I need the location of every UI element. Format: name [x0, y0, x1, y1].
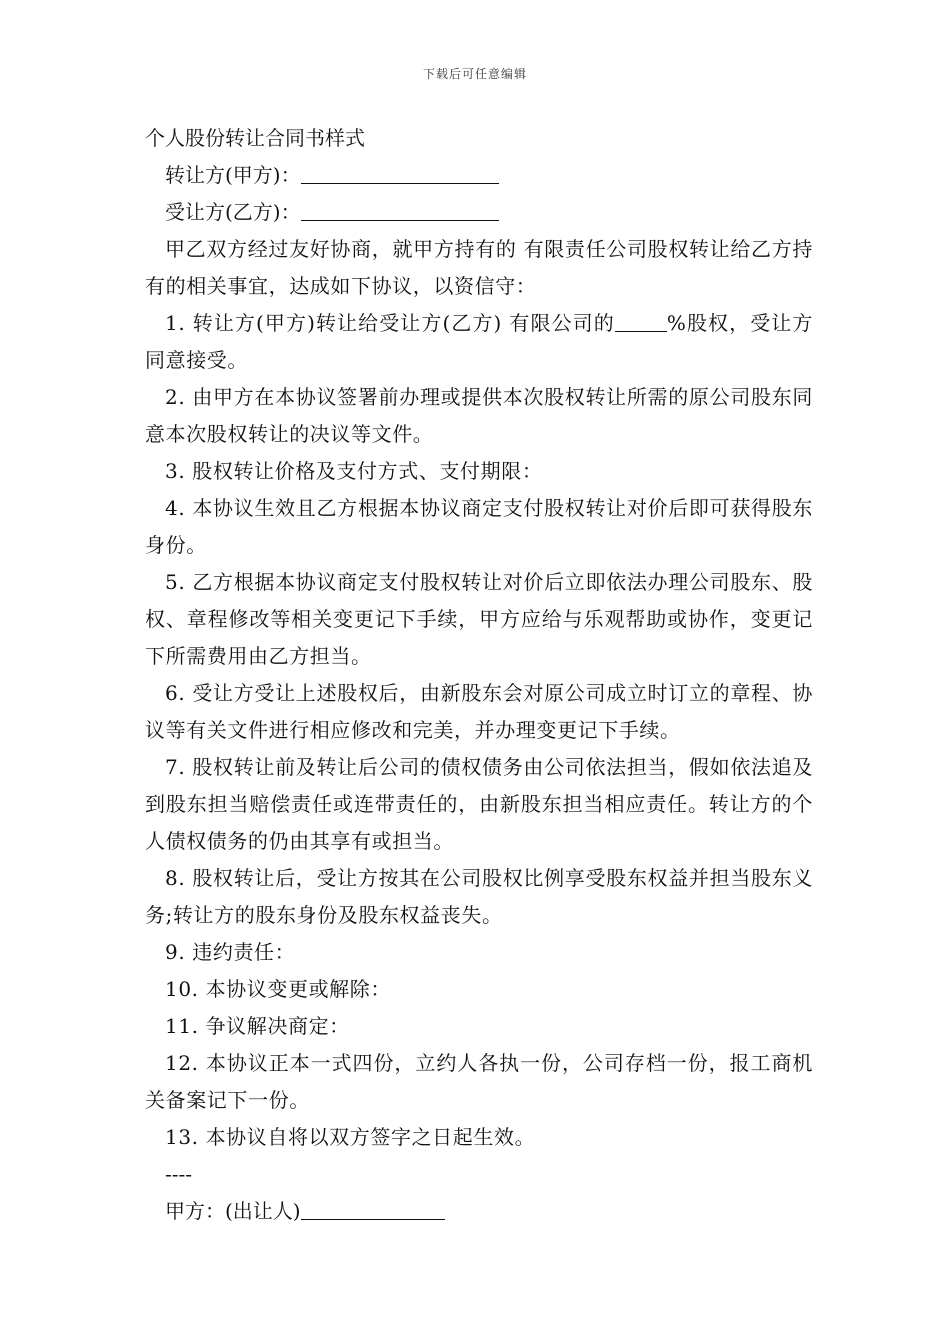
clause-7: 7. 股权转让前及转让后公司的债权债务由公司依法担当，假如依法追及到股东担当赔偿责任或连带责任的，由新股东担当相应责任。转让方的个人债权债务的仍由其享有或担当。 — [145, 755, 813, 853]
clause-4: 4. 本协议生效且乙方根据本协议商定支付股权转让对价后即可获得股东身份。 — [145, 496, 813, 557]
clause-10: 10. 本协议变更或解除： — [165, 977, 391, 1001]
transferor-blank — [301, 163, 499, 184]
clause-1-text-b: %股权，受让方同意接受。 — [145, 311, 813, 372]
separator: ---- — [165, 1162, 193, 1186]
clause-8: 8. 股权转让后，受让方按其在公司股权比例享受股东权益并担当股东义务;转让方的股东身份及股东权益丧失。 — [145, 866, 813, 927]
page-header: 下载后可任意编辑 — [422, 67, 527, 81]
transferee-blank — [301, 200, 499, 221]
document-body — [145, 120, 813, 1230]
transferee-label: 受让方(乙方)： — [165, 200, 301, 224]
percentage-blank — [615, 311, 667, 332]
clause-1 — [145, 305, 813, 379]
clause-11: 11. 争议解决商定： — [165, 1014, 350, 1038]
clause-9: 9. 违约责任： — [165, 940, 296, 964]
party-a-label: 甲方：(出让人) — [165, 1199, 301, 1223]
clause-3: 3. 股权转让价格及支付方式、支付期限： — [165, 459, 543, 483]
clause-12: 12. 本协议正本一式四份，立约人各执一份，公司存档一份，报工商机关备案记下一份。 — [145, 1051, 813, 1112]
transferor-line — [145, 157, 813, 194]
intro-paragraph: 甲乙双方经过友好协商，就甲方持有的 有限责任公司股权转让给乙方持有的相关事宜，达成如下协议，以资信守： — [145, 237, 813, 298]
clause-6: 6. 受让方受让上述股权后，由新股东会对原公司成立时订立的章程、协议等有关文件进行相应修改和完美，并办理变更记下手续。 — [145, 681, 813, 742]
transferee-line — [145, 194, 813, 231]
party-a-signature-line — [145, 1193, 813, 1230]
party-a-blank — [301, 1199, 445, 1220]
clause-1-text-a: 1. 转让方(甲方)转让给受让方(乙方) 有限公司的 — [165, 311, 615, 335]
clause-5: 5. 乙方根据本协议商定支付股权转让对价后立即依法办理公司股东、股权、章程修改等相关变更记下手续，甲方应给与乐观帮助或协作，变更记下所需费用由乙方担当。 — [145, 570, 813, 668]
clause-13: 13. 本协议自将以双方签字之日起生效。 — [165, 1125, 536, 1149]
clause-2: 2. 由甲方在本协议签署前办理或提供本次股权转让所需的原公司股东同意本次股权转让的决议等文件。 — [145, 385, 813, 446]
document-title: 个人股份转让合同书样式 — [145, 126, 365, 150]
transferor-label: 转让方(甲方)： — [165, 163, 301, 187]
